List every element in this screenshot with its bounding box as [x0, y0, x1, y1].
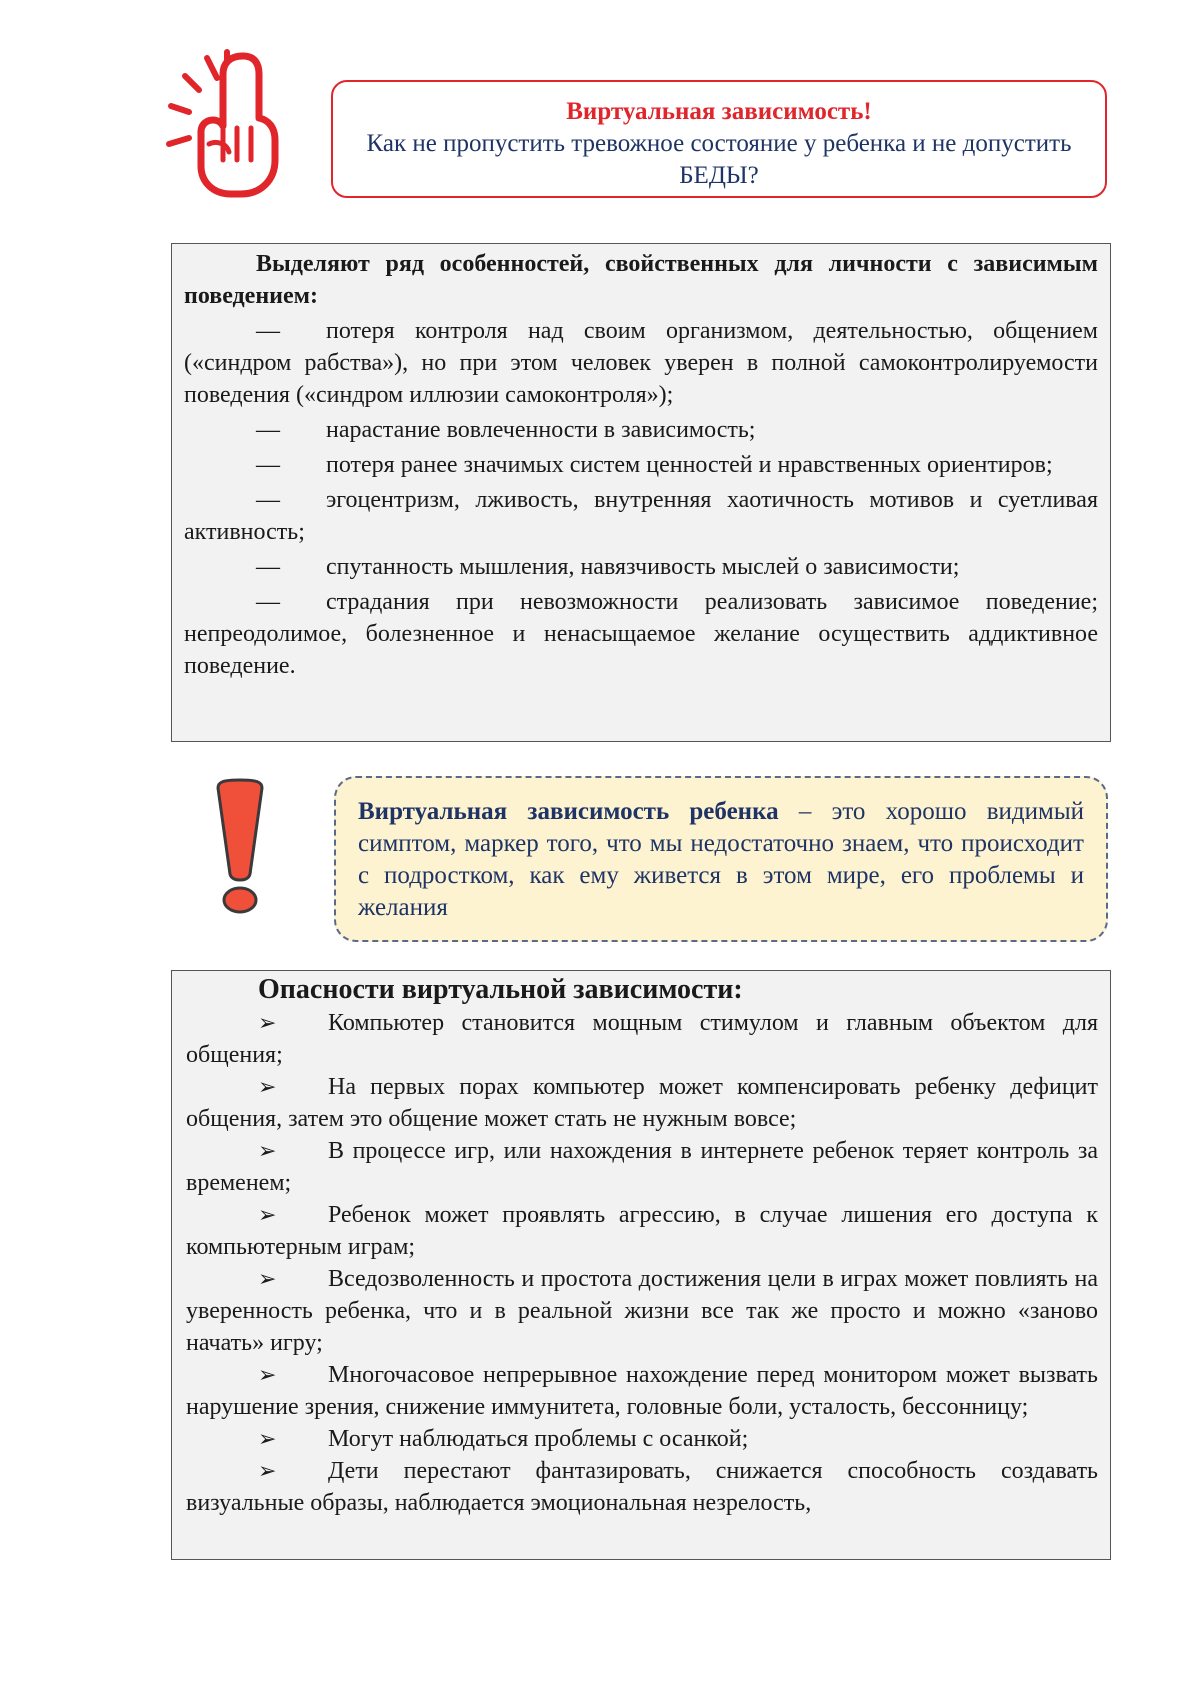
page-subtitle: Как не пропустить тревожное состояние у ребенка и не допустить БЕДЫ? [366, 130, 1072, 189]
dash-bullet: — [256, 417, 280, 443]
list-item: ➢ В процессе игр, или нахождения в интернете ребенок теряет контроль за временем; [186, 1135, 1098, 1199]
dash-bullet: — [256, 589, 280, 615]
traits-box [171, 243, 1111, 742]
list-item: — потеря контроля над своим организмом, деятельностью, общением («синдром рабства»), но при этом человек уверен в полной самоконтролируемости поведения («синдром иллюзии самоконтроля»); [184, 315, 1098, 411]
list-item: ➢ Дети перестают фантазировать, снижается способность создавать визуальные образы, наблюдается эмоциональная незрелость, [186, 1455, 1098, 1519]
note-term: Виртуальная зависимость ребенка [358, 798, 779, 825]
title-box [331, 80, 1107, 198]
dash-bullet: — [256, 452, 280, 478]
list-item: ➢ Многочасовое непрерывное нахождение перед монитором может вызвать нарушение зрения, снижение иммунитета, головные боли, усталость, бессонницу; [186, 1359, 1098, 1423]
dash-bullet: — [256, 487, 280, 513]
arrow-bullet-icon: ➢ [258, 1202, 277, 1227]
dash-bullet: — [256, 318, 280, 344]
note-box [334, 776, 1108, 942]
list-item: — нарастание вовлеченности в зависимость; [184, 414, 1098, 446]
arrow-bullet-icon: ➢ [258, 1010, 277, 1035]
traits-lead: Выделяют ряд особенностей, свойственных для личности с зависимым поведением: [184, 251, 1098, 309]
exclamation-icon [210, 778, 270, 914]
arrow-bullet-icon: ➢ [258, 1266, 277, 1291]
note-text: – это хорошо видимый симптом, маркер того, что мы недостаточно знаем, что происходит с подростком, как ему живется в этом мире, его проблемы и желания [358, 798, 1084, 921]
arrow-bullet-icon: ➢ [258, 1138, 277, 1163]
arrow-bullet-icon: ➢ [258, 1074, 277, 1099]
list-item: ➢ Могут наблюдаться проблемы с осанкой; [186, 1423, 1098, 1455]
list-item: — спутанность мышления, навязчивость мыслей о зависимости; [184, 551, 1098, 583]
list-item: — потеря ранее значимых систем ценностей и нравственных ориентиров; [184, 449, 1098, 481]
list-item: ➢ На первых порах компьютер может компенсировать ребенку дефицит общения, затем это общение может стать не нужным вовсе; [186, 1071, 1098, 1135]
list-item: ➢ Ребенок может проявлять агрессию, в случае лишения его доступа к компьютерным играм; [186, 1199, 1098, 1263]
raised-hand-icon [165, 48, 285, 198]
page-title: Виртуальная зависимость! [566, 98, 872, 125]
list-item: ➢ Вседозволенность и простота достижения цели в играх может повлиять на уверенность ребенка, что и в реальной жизни все так же просто и можно «заново начать» игру; [186, 1263, 1098, 1359]
dash-bullet: — [256, 554, 280, 580]
arrow-bullet-icon: ➢ [258, 1362, 277, 1387]
arrow-bullet-icon: ➢ [258, 1426, 277, 1451]
dangers-heading: Опасности виртуальной зависимости: [258, 974, 743, 1005]
list-item: — страдания при невозможности реализовать зависимое поведение; непреодолимое, болезненное и ненасыщаемое желание осуществить аддиктивное поведение. [184, 586, 1098, 682]
arrow-bullet-icon: ➢ [258, 1458, 277, 1483]
list-item: ➢ Компьютер становится мощным стимулом и главным объектом для общения; [186, 1007, 1098, 1071]
list-item: — эгоцентризм, лживость, внутренняя хаотичность мотивов и суетливая активность; [184, 484, 1098, 548]
dangers-box [171, 970, 1111, 1560]
